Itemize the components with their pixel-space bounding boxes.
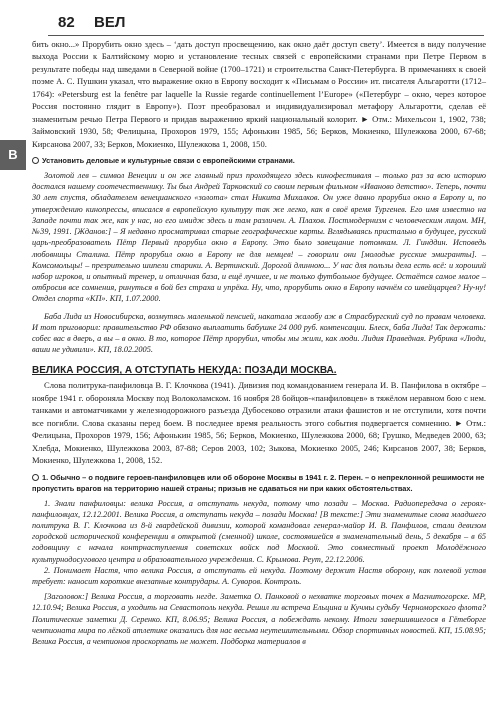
circle-bullet-icon <box>32 474 39 481</box>
citation-block: 2. Понимает Настя, что велика Россия, а отступать ей некуда. Поэтому держит Настя оборону, как полевой устав требует: наносит короткие внезапные контрудары. А. Суворов. Контроль. <box>32 565 486 586</box>
usage-subheading-text: 1. Обычно – о подвиге героев-панфиловцев или об обороне Москвы в 1941 г. 2. Перен. – о непреклонной решимости не пропустить врагов на территорию нашей страны; призыв не сдаваться ни при каких обстоятельствах. <box>32 472 485 493</box>
page-content <box>32 38 486 647</box>
citation-note: Баба Лида из Новосибирска, возмутясь маленькой пенсией, накатала жалобу аж в Страсбургский суд по правам человека. И тот приговорил: правительство РФ обязано выплатить бабушке 24 000 руб. компенсации. Блеск, баба Лида! Так держать: собес вас в дверь, а вы – в окно. В то, которое Пётр прорубил, чтобы мы жили, как люди. Лидия Праведная. Рубрика «Люди, ваши не удивили». КП, 18.02.2005. <box>32 311 486 355</box>
running-headword: ВЕЛ <box>94 14 126 31</box>
usage-subheading-text: Установить деловые и культурные связи с европейскими странами. <box>42 156 295 166</box>
header-rule <box>48 35 484 36</box>
circle-bullet-icon <box>32 157 39 164</box>
entry-title: ВЕЛИКА РОССИЯ, А ОТСТУПАТЬ НЕКУДА: ПОЗАДИ МОСКВА. <box>32 365 337 377</box>
letter-tab: В <box>0 140 26 170</box>
usage-subheading <box>32 472 486 494</box>
usage-subheading <box>32 155 486 166</box>
citation-block: Золотой лев – символ Венеции и он же главный приз проходящего здесь кинофестиваля – только раз за всю историю достался нашему соотечественнику. Ты был Андрей Тарковский со своим первым фильмом «Иваново детство». Теперь, почти 30 лет спустя, обладателем венецианского «золота» стал Никита Михалков. Он уже давно прорубил окно в Европу и, по утверждению кинопрессы, вписался в европейскую культуру так же легко, как в своё время Тургенев. Его имя известно на Западе почти так же, как у нас, но его имидж здесь и там различен. А. Плахов. Постмодернизм с человеческим лицом. МН, №39, 1991. [Жданов:] – Я недавно просматривал старые географические карты. Вглядываясь пристально в будущее, русский царь-преобразователь Пётр Первый прорубил окно в Европу. Это было завещание потомкам. Л. Гинддин. Исповедь любовницы Сталина. Пётр прорубил окно в Европу не для немцев! – говорили они [молодые русские эмигранты]. – Комсомольцы! – презрительно шипели старики. А. Вертинский. Дорогой длинною... У нас для пользы дела есть всё: и хороший набор игроков, и опытный тренер, и отличная база, и ещё лучшее, и не только футбольное будущее. Остаётся самое малое – отбросив все сомнения, ринуться в бой без страха и упрёка. Ну, что, прорубить окно в Европу начнём со швейцарцев? Ну-ну! Отдел спорта «КП». КП, 1.07.2000. <box>32 171 486 304</box>
page-header <box>18 12 484 34</box>
citation-note: [Заголовок:] Велика Россия, а торговать негде. Заметка О. Панковой о нехватке торговых точек в Магнитогорске. МР, 12.10.94; Велика Россия, а уходить на Севастополь некуда. Решил ли встреча Ельцина и Кучмы судьбу Черноморского флота? Политические заметки Д. Серенко. КП, 8.06.95; Велика Россия, а побеждать некому. Итоги завершившегося в Гётеборге чемпионата мира по лёгкой атлетике оказались для нас весьма неутешительными. Обзор спортивных новостей. КП, 15.08.95; Велика Россия, а чемпионов проскорпать не может. Подборка материалов в <box>32 592 486 646</box>
entry-continuation-paragraph: бить окно...» Прорубить окно здесь – ‘дать доступ просвещению, как окно даёт доступ свету’. Имеется в виду получение выхода России к Балтийскому морю и установление тесных связей с европейскими странами при Петре Первом в результате победы над шведами в Северной войне (1700–1721) и строительства Санкт-Петербурга. В примечаниях к своей поэме А. С. Пушкин указал, что выражение окно в Европу восходит к «Письмам о России» ит. писателя Альгаротти (1712–1764): «Petersburg est la fenêtre par laquelle la Russie regarde continuellement l’Europe» («Петербург – окно, через которое Россия постоянно глядит в Европу»). Поэт преобразовал и индивидуализировал метафору Альгаротти, сделав её знаменитым речью Петра Первого и придав выражению яркий национальный колорит. ► Отм.: Михельсон 1, 1902, 738; Займовский 1930, 58; Фелицына, Прохоров 1979, 155; Афонькин 1985, 56; Берков, Мокиенко, Шулежкова 2000, 67-68; Кирсанова 2007, 33; Берков, Мокиенко, Шулежкова 1, 2008, 150. <box>32 39 486 149</box>
entry-paragraph: Слова политрука-панфиловца В. Г. Клочкова (1941). Дивизия под командованием генерала И. В. Панфилова в октябре – ноябре 1941 г. обороняла Москву под Волоколамском. 16 ноября 28 бойцов-«панфиловцев» в тяжёлом неравном бою с нем. танками и автоматчиками у железнодорожного разъезда Дубосеково отразили атаки фашистов и не отступили, хотя почти все погибли. Слова сказаны перед боем. В последнее время реальность этого события подвергается сомнению. ► Отм.: Фелицына, Прохоров 1979, 156; Афонькин 1985, 56; Берков, Мокиенко, Шулежкова 2000, 68; Грушко, Медведев 2000, 63; Хлебда, Мокиенко, Шулежкова 2003, 87-88; Серов 2003, 102; Зыкова, Мокиенко 2005, 246; Кирсанов 2007, 38; Берков, Мокиенко, Шулежкова 1, 2008, 152. <box>32 380 486 466</box>
page-number: 82 <box>58 14 75 31</box>
citation-block: 1. Знали панфиловцы: велика Россия, а отступать некуда, потому что позади – Москва. Радиопередача о героях-панфиловцах, 12.12.2001. Велика Россия, а отступать некуда – позади Москва! [В тексте:] Эти знаменитые слова младшего политрука В. Г. Клочкова из 8-й гвардейской дивизии, которой командовал генерал-майор И. В. Панфилов, стали девизом городской исторической конференции в открытой (сменной) школе, состоявшейся в знаменательный день, 5 декабря – в 65 годовщину с начала контрнаступления советских войск под Москвой. Это совместный проект Молодёжного культурнодосугового центра и образовательного учреждения. С. Крымова. Реут, 22.12.2006. <box>32 498 486 564</box>
